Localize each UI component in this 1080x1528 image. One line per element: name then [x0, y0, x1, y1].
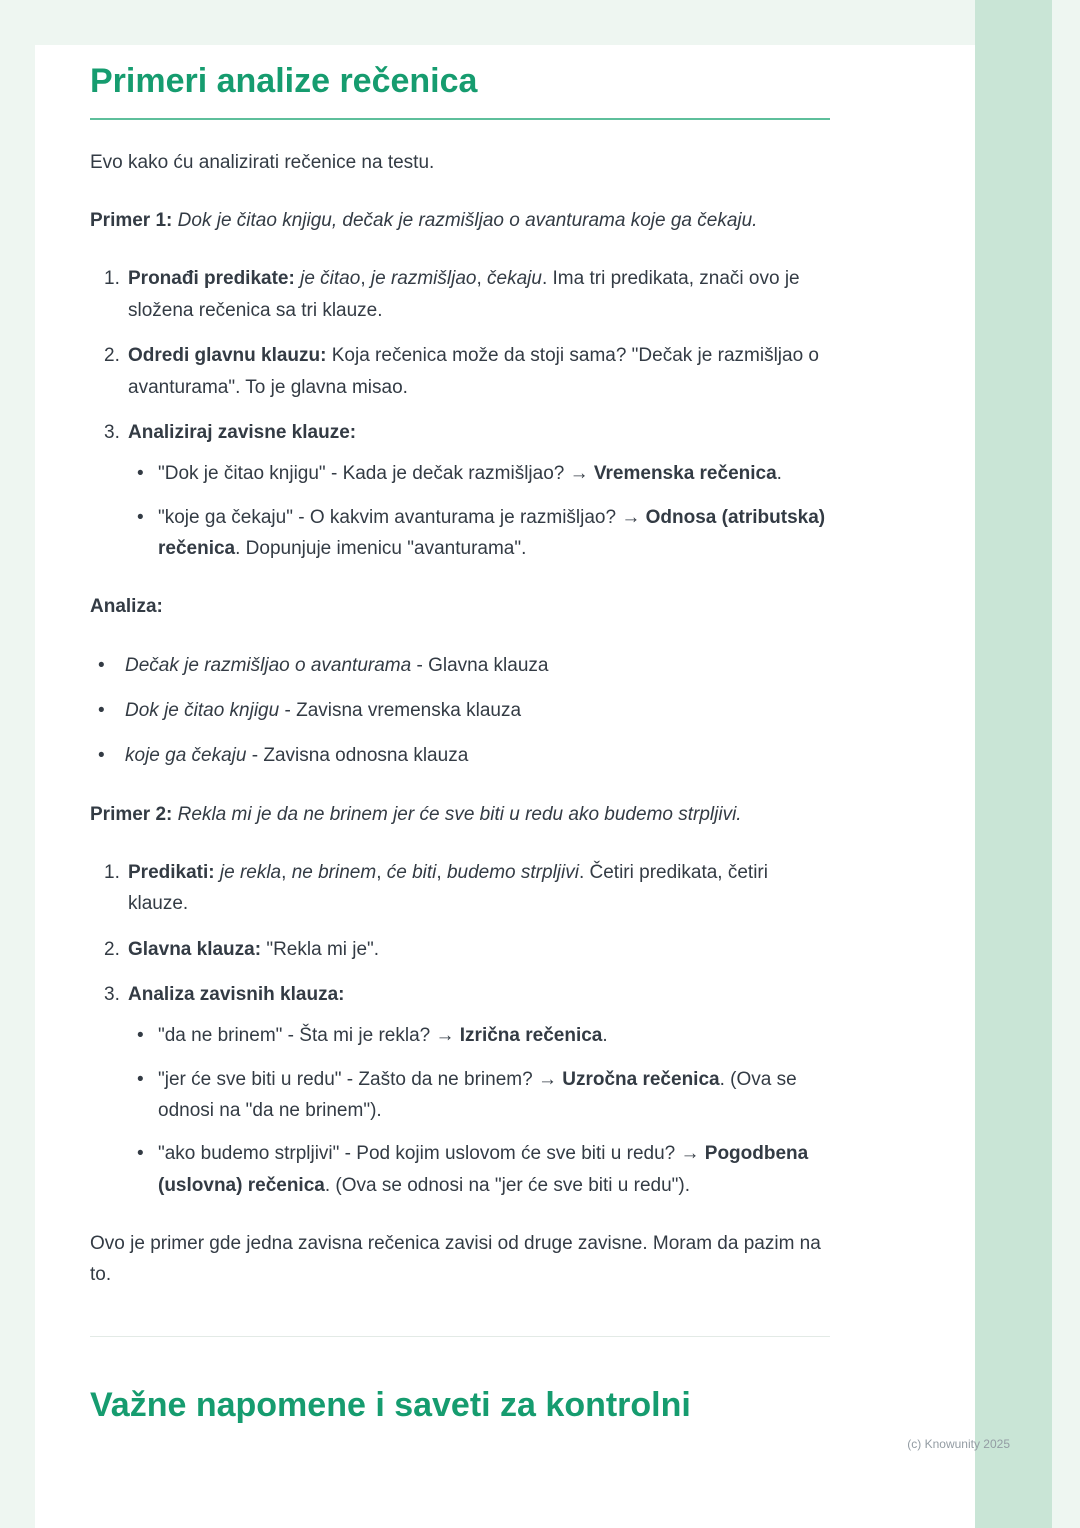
text-segment: ,: [436, 861, 447, 883]
text-segment: čekaju: [487, 268, 542, 290]
bullet-icon: •: [137, 1143, 144, 1165]
text-segment: je rekla: [219, 861, 282, 883]
text-segment: Ovo je primer gde jedna zavisna rečenica zavisi od druge zavisne. Moram da pazim na to.: [90, 1233, 821, 1286]
list-item-text: [128, 417, 830, 564]
numbered-list: [90, 857, 830, 1201]
paragraph: [90, 799, 830, 830]
sub-list-item: [137, 1064, 830, 1127]
bullet-icon: •: [137, 506, 144, 528]
text-segment: . (Ova se odnosi na "jer će sve biti u redu").: [324, 1174, 690, 1196]
sub-list: [128, 1020, 830, 1201]
list-item: [104, 979, 830, 1201]
list-item: [98, 740, 830, 771]
text-segment: Analiziraj zavisne klauze:: [128, 421, 357, 443]
text-segment: je razmišljao: [370, 268, 477, 290]
bullet-icon: •: [137, 1025, 144, 1047]
text-segment: . (Ova se odnosi na "da ne brinem").: [158, 1068, 797, 1122]
text-segment: Primer 1:: [90, 210, 173, 232]
text-segment: .: [776, 463, 782, 485]
text-segment: "Dok je čitao knjigu" - Kada je dečak razmišljao? →: [158, 463, 594, 485]
sub-item-text: [158, 458, 830, 489]
text-segment: - Zavisna odnosna klauza: [246, 745, 469, 767]
sub-list: [128, 458, 830, 564]
list-item: [98, 650, 830, 681]
text-segment: "Rekla mi je".: [266, 938, 380, 960]
next-section-title: Važne napomene i saveti za kontrolni: [90, 1385, 691, 1424]
sub-list-item: [137, 458, 830, 489]
text-segment: Predikati:: [128, 861, 220, 883]
sub-item-text: [158, 1020, 830, 1051]
text-segment: Uzročna rečenica: [562, 1068, 720, 1090]
list-item-line: [125, 650, 830, 681]
list-item-line: [128, 857, 830, 920]
text-segment: Vremenska rečenica: [593, 463, 777, 485]
text-segment: .: [602, 1025, 608, 1047]
sub-list-item: [137, 502, 830, 565]
text-segment: budemo strpljivi: [446, 861, 579, 883]
list-item-text: [125, 695, 830, 726]
text-segment: "da ne brinem" - Šta mi je rekla? →: [158, 1025, 460, 1047]
text-segment: ,: [476, 268, 488, 290]
text-segment: - Glavna klauza: [411, 654, 549, 676]
text-segment: "jer će sve biti u redu" - Zašto da ne brinem? →: [158, 1068, 563, 1090]
text-segment: Rekla mi je da ne brinem jer će sve biti u redu ako budemo strpljivi.: [177, 803, 742, 825]
text-segment: ,: [360, 268, 371, 290]
list-item: [104, 340, 830, 403]
list-item-line: [128, 934, 830, 965]
text-segment: ne brinem: [291, 861, 377, 883]
bullet-list: [90, 650, 830, 772]
list-number: 2.: [104, 938, 120, 960]
text-segment: Dok je čitao knjigu: [125, 699, 280, 721]
content-card: [35, 45, 975, 1528]
text-segment: "ako budemo strpljivi" - Pod kojim uslovom će sve biti u redu? →: [158, 1143, 705, 1165]
bullet-icon: •: [137, 1068, 144, 1090]
numbered-list: [90, 263, 830, 564]
text-segment: Glavna klauza:: [128, 938, 267, 960]
paragraph: [90, 205, 830, 236]
bullet-icon: •: [98, 654, 105, 676]
paragraph: [90, 591, 830, 622]
list-item-text: [128, 979, 830, 1201]
sub-item-text: [158, 1064, 830, 1127]
text-segment: Pronađi predikate:: [128, 268, 301, 290]
list-item-line: [128, 340, 830, 403]
list-item-text: [125, 740, 830, 771]
text-segment: će biti: [386, 861, 437, 883]
list-number: 3.: [104, 983, 120, 1005]
text-segment: Analiza:: [90, 596, 163, 618]
bullet-icon: •: [98, 699, 105, 721]
list-item: [104, 857, 830, 920]
list-item: [104, 934, 830, 965]
sub-list-item: [137, 1020, 830, 1051]
page-title: Primeri analize rečenica: [90, 61, 830, 120]
list-number: 3.: [104, 421, 120, 443]
text-segment: Koja rečenica može da stoji sama? "Dečak je razmišljao o avanturama". To je glavna misao.: [128, 345, 819, 398]
text-segment: . Četiri predikata, četiri klauze.: [128, 861, 768, 915]
text-segment: "koje ga čekaju" - O kakvim avanturama je razmišljao? →: [158, 506, 646, 528]
copyright-notice: (c) Knowunity 2025: [907, 1437, 1010, 1451]
page-edge-band: [975, 0, 1052, 1528]
text-segment: ,: [281, 861, 292, 883]
list-item-line: [128, 417, 830, 448]
text-segment: Odredi glavnu klauzu:: [128, 345, 332, 367]
list-item: [104, 417, 830, 564]
text-segment: - Zavisna vremenska klauza: [279, 699, 522, 721]
text-segment: koje ga čekaju: [125, 745, 247, 767]
text-segment: ,: [376, 861, 387, 883]
text-segment: Evo kako ću analizirati rečenice na testu.: [90, 151, 435, 173]
list-item-text: [128, 340, 830, 403]
sub-list-item: [137, 1138, 830, 1201]
list-item-text: [128, 263, 830, 326]
text-segment: . Ima tri predikata, znači ovo je složena rečenica sa tri klauze.: [128, 268, 800, 321]
text-segment: Pogodbena (uslovna) rečenica: [158, 1143, 809, 1196]
list-item-line: [128, 979, 830, 1010]
content-blocks: [90, 147, 830, 1337]
list-item: [104, 263, 830, 326]
text-segment: Odnosa (atributska) rečenica: [158, 506, 826, 559]
list-item-line: [125, 740, 830, 771]
paragraph: [90, 1228, 830, 1291]
paragraph: [90, 147, 830, 178]
text-segment: Izrična rečenica: [459, 1025, 603, 1047]
bullet-icon: •: [137, 463, 144, 485]
bullet-icon: •: [98, 745, 105, 767]
sub-item-text: [158, 1138, 830, 1201]
text-segment: . Dopunjuje imenicu "avanturama".: [235, 537, 527, 559]
text-segment: Dečak je razmišljao o avanturama: [125, 654, 412, 676]
text-segment: Analiza zavisnih klauza:: [128, 983, 345, 1005]
list-number: 1.: [104, 861, 120, 883]
text-segment: Dok je čitao knjigu, dečak je razmišljao o avanturama koje ga čekaju.: [177, 210, 758, 232]
list-item-text: [128, 934, 830, 965]
list-item: [98, 695, 830, 726]
section-divider: [90, 1336, 830, 1337]
sub-item-text: [158, 502, 830, 565]
text-segment: Primer 2:: [90, 803, 173, 825]
list-number: 1.: [104, 268, 120, 290]
list-item-text: [128, 857, 830, 920]
list-item-line: [125, 695, 830, 726]
list-item-line: [128, 263, 830, 326]
text-segment: je čitao: [300, 268, 361, 290]
list-number: 2.: [104, 345, 120, 367]
list-item-text: [125, 650, 830, 681]
